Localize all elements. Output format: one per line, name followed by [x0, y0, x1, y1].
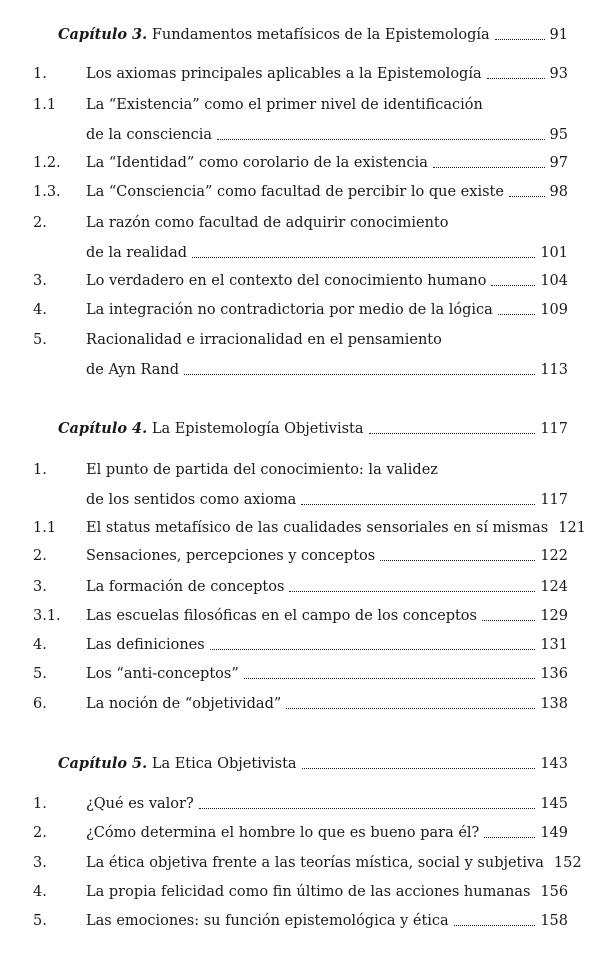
entry-title: Los axiomas principales aplicables a la Epistemología — [86, 66, 482, 82]
page-number: 117 — [540, 421, 568, 437]
entry-title: La noción de “objetividad” — [86, 696, 282, 712]
entry-body — [86, 852, 582, 874]
chapter-title: La Etica Objetivista — [151, 756, 297, 772]
chapter-heading[interactable] — [0, 753, 600, 775]
entry-body — [86, 634, 568, 656]
toc-entry[interactable] — [0, 822, 600, 844]
toc-entry-continuation[interactable] — [0, 359, 600, 381]
chapter-title-wrap — [58, 24, 490, 46]
chapter-label: Capítulo 3. — [58, 26, 148, 43]
entry-body — [86, 212, 568, 234]
dot-leader — [495, 39, 545, 40]
entry-number: 1.2. — [33, 155, 61, 171]
dot-leader — [482, 620, 535, 621]
dot-leader — [289, 591, 535, 592]
toc-entry[interactable] — [0, 663, 600, 685]
dot-leader — [302, 768, 536, 769]
page-number: 91 — [549, 27, 568, 43]
entry-body — [86, 459, 568, 481]
entry-number: 5. — [33, 666, 47, 682]
toc-entry[interactable] — [0, 576, 600, 598]
toc-entry[interactable] — [0, 212, 600, 234]
entry-number: 5. — [33, 913, 47, 929]
toc-entry-continuation[interactable] — [0, 489, 600, 511]
entry-title: de Ayn Rand — [86, 362, 180, 378]
dot-leader — [192, 257, 535, 258]
entry-body — [86, 63, 568, 85]
entry-body — [86, 359, 568, 381]
chapter-heading-body — [58, 753, 568, 775]
entry-body — [86, 576, 568, 598]
entry-number: 4. — [33, 637, 47, 653]
page-number: 109 — [540, 302, 568, 318]
page-number: 149 — [540, 825, 568, 841]
entry-body — [86, 329, 568, 351]
page-number: 121 — [558, 520, 586, 536]
entry-body — [86, 545, 568, 567]
page-number: 131 — [540, 637, 568, 653]
chapter-label: Capítulo 4. — [58, 420, 148, 437]
entry-body — [86, 663, 568, 685]
entry-body — [86, 94, 568, 116]
chapter-heading[interactable] — [0, 24, 600, 46]
toc-entry[interactable] — [0, 605, 600, 627]
entry-body — [86, 270, 568, 292]
entry-body — [86, 299, 568, 321]
page-number: 93 — [549, 66, 568, 82]
chapter-heading-body — [58, 418, 568, 440]
entry-body — [86, 181, 568, 203]
entry-number: 3.1. — [33, 608, 61, 624]
entry-body — [86, 881, 568, 903]
entry-title: La “Identidad” como corolario de la existencia — [86, 155, 428, 171]
entry-body — [86, 910, 568, 932]
toc-entry[interactable] — [0, 693, 600, 715]
toc-entry[interactable] — [0, 634, 600, 656]
page-number: 98 — [549, 184, 568, 200]
entry-body — [86, 605, 568, 627]
page-number: 113 — [540, 362, 568, 378]
dot-leader — [487, 78, 545, 79]
page-number: 158 — [540, 913, 568, 929]
toc-entry[interactable] — [0, 459, 600, 481]
entry-body — [86, 793, 568, 815]
page-number: 122 — [540, 548, 568, 564]
entry-number: 2. — [33, 215, 47, 231]
dot-leader — [369, 433, 536, 434]
entry-body — [86, 242, 568, 264]
entry-title: La razón como facultad de adquirir conocimiento — [86, 215, 449, 231]
entry-number: 1. — [33, 462, 47, 478]
toc-entry[interactable] — [0, 852, 600, 874]
toc-entry[interactable] — [0, 63, 600, 85]
chapter-title: La Epistemología Objetivista — [151, 421, 364, 437]
entry-body — [86, 822, 568, 844]
toc-entry-continuation[interactable] — [0, 242, 600, 264]
page-number: 101 — [540, 245, 568, 261]
entry-title: La “Consciencia” como facultad de percibir lo que existe — [86, 184, 504, 200]
entry-number: 4. — [33, 884, 47, 900]
chapter-heading[interactable] — [0, 418, 600, 440]
entry-title: La formación de conceptos — [86, 579, 285, 595]
dot-leader — [301, 504, 535, 505]
entry-title: La ética objetiva frente a las teorías mística, social y subjetiva — [86, 855, 544, 871]
toc-entry[interactable] — [0, 910, 600, 932]
page-number: 117 — [540, 492, 568, 508]
toc-entry[interactable] — [0, 793, 600, 815]
dot-leader — [433, 167, 545, 168]
entry-title: Sensaciones, percepciones y conceptos — [86, 548, 376, 564]
page-number: 136 — [540, 666, 568, 682]
entry-number: 1. — [33, 66, 47, 82]
entry-title: Las escuelas filosóficas en el campo de los conceptos — [86, 608, 477, 624]
page-number: 129 — [540, 608, 568, 624]
toc-entry[interactable] — [0, 270, 600, 292]
chapter-title-wrap — [58, 418, 364, 440]
dot-leader — [509, 196, 545, 197]
page-number: 95 — [549, 127, 568, 143]
entry-number: 1.1 — [33, 97, 57, 113]
page-number: 138 — [540, 696, 568, 712]
entry-body — [86, 152, 568, 174]
entry-title: Las definiciones — [86, 637, 205, 653]
toc-entry[interactable] — [0, 329, 600, 351]
entry-body — [86, 124, 568, 146]
toc-entry-continuation[interactable] — [0, 124, 600, 146]
dot-leader — [210, 649, 536, 650]
toc-entry[interactable] — [0, 181, 600, 203]
entry-number: 1. — [33, 796, 47, 812]
entry-title: ¿Qué es valor? — [86, 796, 194, 812]
dot-leader — [484, 837, 535, 838]
page-number: 143 — [540, 756, 568, 772]
entry-title: La “Existencia” como el primer nivel de identificación — [86, 97, 483, 113]
entry-title: de la realidad — [86, 245, 188, 261]
dot-leader — [199, 808, 536, 809]
entry-number: 6. — [33, 696, 47, 712]
chapter-title-wrap — [58, 753, 297, 775]
chapter-heading-body — [58, 24, 568, 46]
toc-entry[interactable] — [0, 152, 600, 174]
dot-leader — [244, 678, 536, 679]
entry-title: Lo verdadero en el contexto del conocimiento humano — [86, 273, 487, 289]
entry-body — [86, 693, 568, 715]
toc-entry[interactable] — [0, 94, 600, 116]
toc-entry[interactable] — [0, 881, 600, 903]
entry-number: 2. — [33, 825, 47, 841]
entry-title: La propia felicidad como fin último de las acciones humanas — [86, 884, 531, 900]
dot-leader — [454, 925, 536, 926]
entry-number: 3. — [33, 855, 47, 871]
entry-title: Las emociones: su función epistemológica y ética — [86, 913, 449, 929]
entry-number: 5. — [33, 332, 47, 348]
dot-leader — [184, 374, 535, 375]
entry-title: Racionalidad e irracionalidad en el pensamiento — [86, 332, 442, 348]
dot-leader — [286, 708, 535, 709]
entry-number: 2. — [33, 548, 47, 564]
entry-title: El status metafísico de las cualidades sensoriales en sí mismas — [86, 520, 549, 536]
dot-leader — [380, 560, 535, 561]
entry-title: ¿Cómo determina el hombre lo que es bueno para él? — [86, 825, 480, 841]
page-number: 152 — [553, 855, 582, 871]
page-number: 145 — [540, 796, 568, 812]
page-number: 97 — [549, 155, 568, 171]
entry-title: de los sentidos como axioma — [86, 492, 297, 508]
page-number: 124 — [540, 579, 568, 595]
entry-body — [86, 517, 586, 539]
page-number: 104 — [540, 273, 568, 289]
entry-title: Los “anti-conceptos” — [86, 666, 239, 682]
chapter-label: Capítulo 5. — [58, 755, 148, 772]
entry-number: 3. — [33, 273, 47, 289]
entry-number: 4. — [33, 302, 47, 318]
dot-leader — [498, 314, 536, 315]
entry-body — [86, 489, 568, 511]
toc-entry[interactable] — [0, 299, 600, 321]
toc-entry[interactable] — [0, 517, 600, 539]
entry-number: 1.3. — [33, 184, 61, 200]
toc-entry[interactable] — [0, 545, 600, 567]
entry-number: 1.1 — [33, 520, 57, 536]
chapter-title: Fundamentos metafísicos de la Epistemología — [151, 27, 490, 43]
entry-title: El punto de partida del conocimiento: la validez — [86, 462, 438, 478]
entry-title: de la consciencia — [86, 127, 213, 143]
dot-leader — [217, 139, 544, 140]
page-number: 156 — [540, 884, 569, 900]
entry-number: 3. — [33, 579, 47, 595]
dot-leader — [491, 285, 535, 286]
entry-title: La integración no contradictoria por medio de la lógica — [86, 302, 493, 318]
